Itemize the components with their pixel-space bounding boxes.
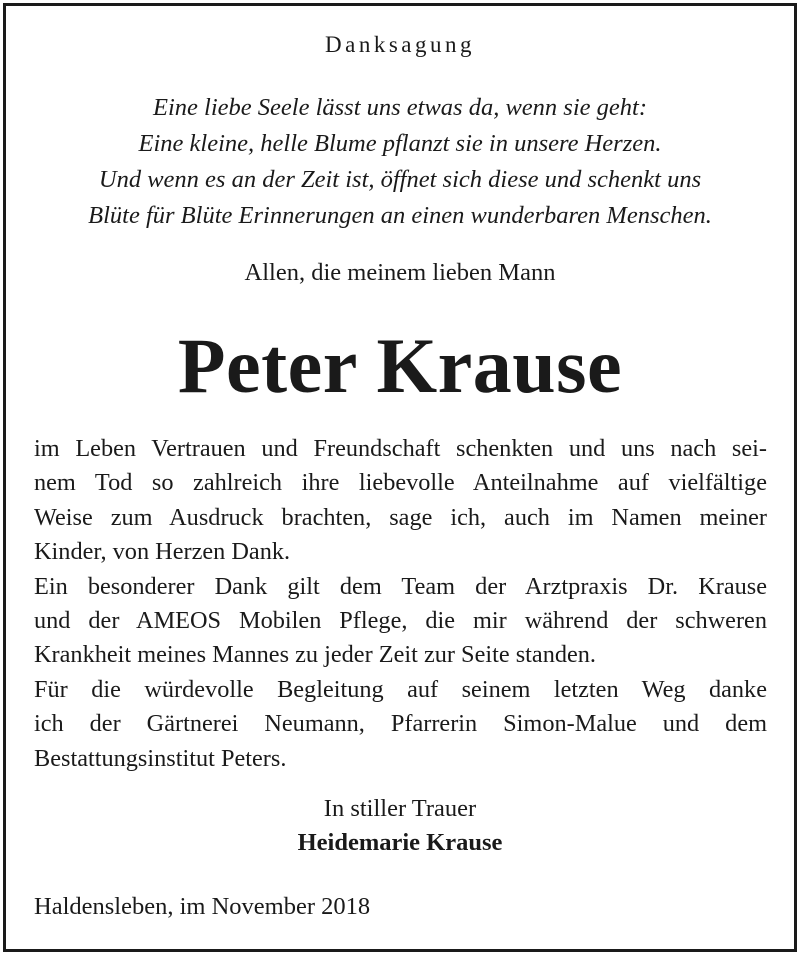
body-line: Kinder, von Herzen Dank. — [34, 538, 291, 566]
intro-line: Allen, die meinem lieben Mann — [244, 259, 556, 286]
poem-line: Eine liebe Seele lässt uns etwas da, wenn sie geht: — [153, 94, 647, 121]
body-line: Für die würdevolle Begleitung auf seinem letzten Weg danke — [34, 675, 767, 703]
signer-name: Heidemarie Krause — [297, 829, 503, 856]
poem-line: Und wenn es an der Zeit ist, öffnet sich diese und schenkt uns — [98, 166, 702, 193]
place-date: Haldensleben, im November 2018 — [34, 893, 371, 920]
poem-line: Eine kleine, helle Blume pflanzt sie in unsere Herzen. — [138, 130, 662, 157]
closing-block — [0, 792, 800, 860]
body-line: Krankheit meines Mannes zu jeder Zeit zur Seite standen. — [34, 641, 597, 669]
body-line: im Leben Vertrauen und Freundschaft schenkten und uns nach sei- — [34, 435, 767, 462]
body-line: nem Tod so zahlreich ihre liebevolle Anteilnahme auf vielfältige — [34, 469, 767, 497]
poem — [0, 90, 800, 234]
closing-line: In stiller Trauer — [323, 795, 477, 822]
poem-line: Blüte für Blüte Erinnerungen an einen wunderbaren Menschen. — [88, 202, 712, 229]
body-line: Bestattungsinstitut Peters. — [34, 744, 287, 772]
body-line: Ein besonderer Dank gilt dem Team der Arztpraxis Dr. Krause — [34, 572, 767, 600]
notice-heading: Danksagung — [325, 32, 475, 57]
body-line: und der AMEOS Mobilen Pflege, die mir während der schweren — [34, 607, 767, 635]
body-line: ich der Gärtnerei Neumann, Pfarrerin Simon-Malue und dem — [34, 710, 767, 738]
thanks-paragraph — [34, 432, 767, 776]
body-line: Weise zum Ausdruck brachten, sage ich, auch im Namen meiner — [34, 503, 767, 531]
deceased-name: Peter Krause — [177, 322, 623, 409]
